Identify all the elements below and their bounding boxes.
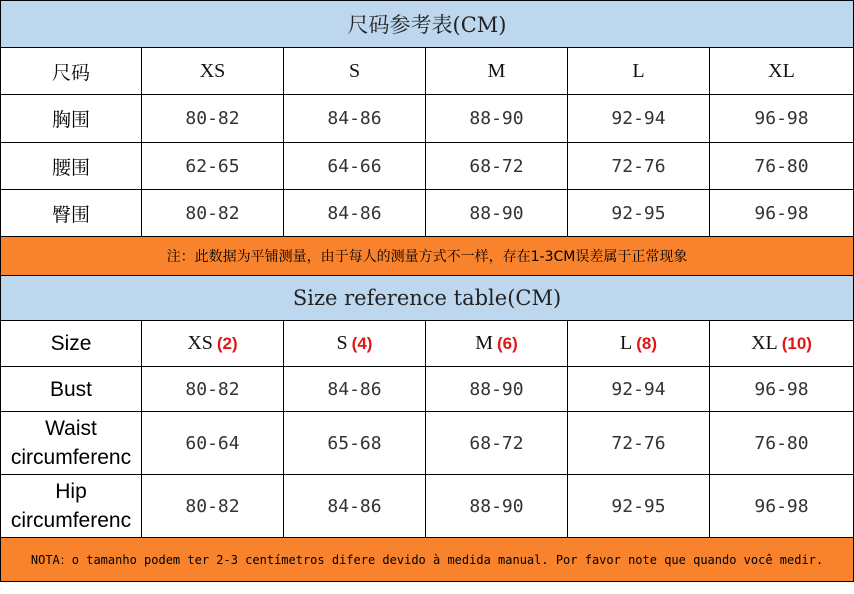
table-cell: 76-80 (710, 412, 854, 475)
table-row (1, 95, 854, 143)
size-quantity: (10) (781, 334, 812, 353)
table-row (1, 143, 854, 190)
cn-header-xs: XS (142, 48, 284, 95)
table-cell: 92-95 (568, 190, 710, 237)
cn-header-s: S (284, 48, 426, 95)
table-cell: 92-95 (568, 475, 710, 538)
table-cell: 88-90 (426, 190, 568, 237)
row-label: 臀围 (1, 190, 142, 237)
size-name: XS (187, 332, 213, 354)
row-label: 胸围 (1, 95, 142, 143)
table-cell: 84-86 (284, 367, 426, 412)
cn-header-size-label: 尺码 (1, 48, 142, 95)
table-row (1, 412, 854, 475)
size-quantity: (2) (216, 334, 238, 353)
row-label: 腰围 (1, 143, 142, 190)
size-name: XL (751, 332, 778, 354)
cn-header-row (1, 48, 854, 95)
en-header-size-label: Size (1, 321, 142, 367)
row-label: Bust (1, 367, 142, 412)
size-name: M (475, 332, 493, 354)
table-cell: 80-82 (142, 475, 284, 538)
row-label: Waist circumferenc (1, 412, 142, 475)
table-cell: 88-90 (426, 95, 568, 143)
table-cell: 84-86 (284, 190, 426, 237)
table-cell: 76-80 (710, 143, 854, 190)
table-cell: 80-82 (142, 190, 284, 237)
table-row (1, 475, 854, 538)
table-cell: 92-94 (568, 95, 710, 143)
table-cell: 96-98 (710, 475, 854, 538)
table-cell: 72-76 (568, 412, 710, 475)
size-name: S (336, 332, 348, 354)
table-cell: 96-98 (710, 190, 854, 237)
cn-note: 注：此数据为平铺测量，由于每人的测量方式不一样，存在1-3CM误差属于正常现象 (1, 237, 854, 276)
size-name: L (620, 332, 633, 354)
table-row (1, 190, 854, 237)
size-quantity: (4) (351, 334, 373, 353)
table-cell: 80-82 (142, 367, 284, 412)
cn-header-l: L (568, 48, 710, 95)
table-cell: 65-68 (284, 412, 426, 475)
table-cell: 60-64 (142, 412, 284, 475)
table-cell: 72-76 (568, 143, 710, 190)
cn-header-m: M (426, 48, 568, 95)
table-cell: 62-65 (142, 143, 284, 190)
en-header-l (568, 321, 710, 367)
cn-table-title: 尺码参考表(CM) (1, 1, 854, 48)
table-cell: 96-98 (710, 95, 854, 143)
table-cell: 68-72 (426, 143, 568, 190)
row-label: Hip circumferenc (1, 475, 142, 538)
table-cell: 88-90 (426, 475, 568, 538)
table-cell: 80-82 (142, 95, 284, 143)
table-cell: 84-86 (284, 95, 426, 143)
table-row (1, 367, 854, 412)
size-quantity: (8) (636, 334, 657, 353)
en-header-xl (710, 321, 854, 367)
table-cell: 92-94 (568, 367, 710, 412)
cn-header-xl: XL (710, 48, 854, 95)
en-header-xs (142, 321, 284, 367)
pt-note: NOTA：o tamanho podem ter 2-3 centímetros difere devido à medida manual. Por favor note que quando você medir. (1, 538, 854, 582)
en-header-s (284, 321, 426, 367)
table-cell: 64-66 (284, 143, 426, 190)
table-cell: 84-86 (284, 475, 426, 538)
en-header-row (1, 321, 854, 367)
table-cell: 88-90 (426, 367, 568, 412)
table-cell: 68-72 (426, 412, 568, 475)
en-table-title: Size reference table(CM) (1, 276, 854, 321)
size-quantity: (6) (497, 334, 518, 353)
table-cell: 96-98 (710, 367, 854, 412)
en-header-m (426, 321, 568, 367)
